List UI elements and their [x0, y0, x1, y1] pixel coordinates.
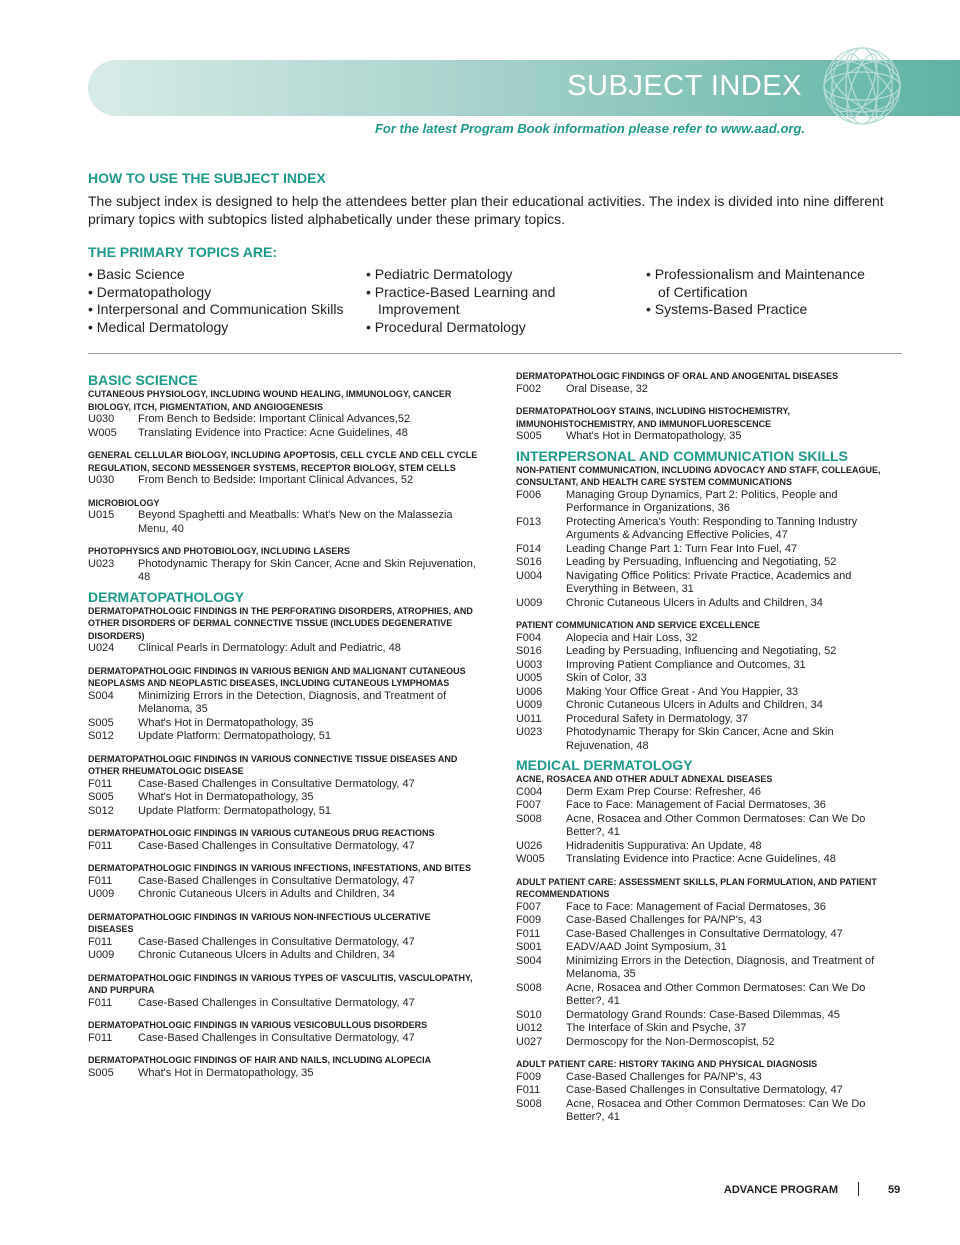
index-entry — [88, 730, 478, 744]
topic-item: • Pediatric Dermatology — [366, 266, 513, 282]
footer-label: ADVANCE PROGRAM — [723, 1184, 838, 1196]
session-title: Leading by Persuading, Influencing and Negotiating, 52 — [566, 556, 837, 568]
subtopic-heading: DERMATOPATHOLOGIC FINDINGS IN VARIOUS TYPES OF VASCULITIS, VASCULOPATHY, AND PURPURA — [88, 972, 473, 995]
session-code: U005 — [516, 672, 543, 684]
session-title: Translating Evidence into Practice: Acne Guidelines, 48 — [138, 426, 408, 439]
subtopic-heading: DERMATOPATHOLOGIC FINDINGS IN VARIOUS CUTANEOUS DRUG REACTIONS — [88, 828, 435, 838]
index-entry — [516, 928, 886, 942]
session-code: S008 — [516, 981, 542, 994]
index-entry — [516, 1009, 886, 1023]
session-title: What's Hot in Dermatopathology, 35 — [138, 791, 314, 803]
index-entry — [88, 997, 478, 1011]
session-code: U004 — [516, 569, 543, 582]
session-code: S012 — [88, 804, 114, 817]
session-title: Alopecia and Hair Loss, 32 — [566, 631, 698, 644]
session-title: Update Platform: Dermatopathology, 51 — [138, 730, 332, 742]
index-entry — [516, 1022, 886, 1036]
topic-item: • Dermatopathology — [88, 283, 212, 300]
session-code: S008 — [516, 1097, 542, 1110]
session-code: S008 — [516, 812, 542, 825]
session-title: What's Hot in Dermatopathology, 35 — [138, 716, 314, 729]
session-code: F007 — [516, 799, 542, 811]
session-code: U009 — [88, 888, 115, 900]
globe-icon — [820, 44, 904, 128]
subtopic-heading: CUTANEOUS PHYSIOLOGY, INCLUDING WOUND HEALING, IMMUNOLOGY, CANCER BIOLOGY, ITCH, PIGMENTATION, AND ANGIOGENESIS — [88, 389, 452, 412]
session-title: Case-Based Challenges in Consultative Dermatology, 47 — [566, 1084, 843, 1096]
session-title: Update Platform: Dermatopathology, 51 — [138, 804, 332, 817]
subtopic-heading: DERMATOPATHOLOGIC FINDINGS IN VARIOUS CONNECTIVE TISSUE DISEASES AND OTHER RHEUMATOLOGIC DISEASE — [88, 753, 458, 776]
section-heading: MEDICAL DERMATOLOGY — [516, 757, 693, 773]
session-code: U023 — [516, 726, 543, 738]
session-title: Managing Group Dynamics, Part 2: Politics, People and Performance in Organizations, 36 — [566, 488, 838, 514]
subtopic-heading: MICROBIOLOGY — [88, 497, 160, 508]
index-entry — [516, 383, 886, 397]
index-entry — [516, 786, 886, 800]
session-title: Case-Based Challenges in Consultative Dermatology, 47 — [566, 927, 843, 940]
session-title: Minimizing Errors in the Detection, Diagnosis, and Treatment of Melanoma, 35 — [138, 689, 447, 715]
index-entry — [516, 672, 886, 686]
index-entry — [516, 645, 886, 659]
index-entry — [516, 430, 886, 444]
index-entry — [88, 791, 478, 805]
session-title: Derm Exam Prep Course: Refresher, 46 — [566, 785, 762, 798]
session-code: F011 — [88, 839, 113, 852]
session-title: Case-Based Challenges for PA/NP's, 43 — [566, 1070, 762, 1083]
topic-item: • Medical Dermatology — [88, 318, 229, 335]
footer-divider — [858, 1182, 859, 1196]
session-title: Face to Face: Management of Facial Dermatoses, 36 — [566, 900, 826, 913]
session-code: S004 — [88, 689, 114, 702]
page-number: 59 — [888, 1184, 901, 1196]
index-entry — [88, 936, 478, 950]
index-column-left — [88, 368, 478, 1080]
session-code: S016 — [516, 645, 542, 657]
session-code: W005 — [88, 426, 117, 439]
session-title: Chronic Cutaneous Ulcers in Adults and Children, 34 — [138, 949, 395, 961]
index-entry — [516, 489, 886, 516]
subtopic-heading: ADULT PATIENT CARE: ASSESSMENT SKILLS, PLAN FORMULATION, AND PATIENT RECOMMENDATIONS — [516, 876, 877, 899]
page-title: SUBJECT INDEX — [567, 70, 802, 102]
session-code: U030 — [88, 413, 115, 425]
session-title: Minimizing Errors in the Detection, Diagnosis, and Treatment of Melanoma, 35 — [566, 954, 875, 980]
index-entry — [516, 813, 886, 840]
subtopic-heading: DERMATOPATHOLOGIC FINDINGS IN VARIOUS BENIGN AND MALIGNANT CUTANEOUS NEOPLASMS AND NEOPLASTIC DISEASES, INCLUDING CUTANEOUS LYMPHOMAS — [88, 665, 466, 688]
session-title: Chronic Cutaneous Ulcers in Adults and Children, 34 — [566, 699, 823, 711]
session-title: Face to Face: Management of Facial Dermatoses, 36 — [566, 799, 826, 811]
session-title: Dermatology Grand Rounds: Case-Based Dilemmas, 45 — [566, 1008, 840, 1021]
index-entry — [516, 1084, 886, 1098]
session-code: F011 — [88, 935, 113, 948]
index-entry — [88, 413, 478, 427]
session-title: Clinical Pearls in Dermatology: Adult and Pediatric, 48 — [138, 642, 401, 654]
index-entry — [516, 955, 886, 982]
divider — [88, 353, 902, 354]
subtopic-heading: DERMATOPATHOLOGIC FINDINGS IN VARIOUS INFECTIONS, INFESTATIONS, AND BITES — [88, 863, 472, 873]
session-title: Acne, Rosacea and Other Common Dermatoses: Can We Do Better?, 41 — [566, 981, 866, 1007]
index-entry — [516, 597, 886, 611]
session-title: Photodynamic Therapy for Skin Cancer, Acne and Skin Rejuvenation, 48 — [566, 726, 834, 752]
session-code: F007 — [516, 900, 542, 913]
topic-item: • Practice-Based Learning and Improvement — [366, 283, 556, 317]
session-title: Beyond Spaghetti and Meatballs: What's New on the Malassezia Menu, 40 — [138, 509, 453, 535]
subtopic-heading: DERMATOPATHOLOGIC FINDINGS IN VARIOUS NON-INFECTIOUS ULCERATIVE DISEASES — [88, 911, 431, 934]
session-code: U023 — [88, 557, 115, 570]
index-entry — [516, 699, 886, 713]
session-code: F013 — [516, 515, 542, 528]
index-entry — [88, 1067, 478, 1081]
session-code: F011 — [516, 1084, 541, 1096]
session-title: Translating Evidence into Practice: Acne Guidelines, 48 — [566, 853, 836, 865]
index-entry — [516, 556, 886, 570]
session-code: U009 — [88, 949, 115, 961]
subtopic-heading: ACNE, ROSACEA AND OTHER ADULT ADNEXAL DISEASES — [516, 774, 773, 784]
section-heading: BASIC SCIENCE — [88, 372, 198, 388]
session-code: S004 — [516, 954, 542, 967]
index-entry — [516, 1098, 886, 1125]
index-entry — [516, 632, 886, 646]
session-code: S010 — [516, 1008, 542, 1021]
session-code: U003 — [516, 658, 543, 671]
session-title: From Bench to Bedside: Important Clinical Advances, 52 — [138, 474, 414, 486]
session-code: U027 — [516, 1035, 543, 1048]
session-code: U012 — [516, 1022, 543, 1034]
index-entry — [88, 509, 478, 536]
index-entry — [516, 1036, 886, 1050]
topics-column-2 — [366, 266, 586, 336]
subtopic-heading: DERMATOPATHOLOGIC FINDINGS OF HAIR AND NAILS, INCLUDING ALOPECIA — [88, 1055, 432, 1065]
session-title: Case-Based Challenges in Consultative Dermatology, 47 — [138, 935, 415, 948]
index-entry — [516, 799, 886, 813]
topics-column-3 — [646, 266, 866, 319]
index-entry — [516, 901, 886, 915]
session-title: Case-Based Challenges in Consultative Dermatology, 47 — [138, 1031, 415, 1044]
session-title: Acne, Rosacea and Other Common Dermatoses: Can We Do Better?, 41 — [566, 812, 866, 838]
session-title: Chronic Cutaneous Ulcers in Adults and Children, 34 — [566, 596, 823, 609]
index-entry — [516, 853, 886, 867]
index-entry — [516, 543, 886, 557]
index-entry — [516, 914, 886, 928]
index-entry — [88, 805, 478, 819]
session-code: U030 — [88, 474, 115, 486]
subtopic-heading: NON-PATIENT COMMUNICATION, INCLUDING ADVOCACY AND STAFF, COLLEAGUE, CONSULTANT, AND HEALTH CARE SYSTEM COMMUNICATIONS — [516, 464, 881, 487]
index-entry — [516, 941, 886, 955]
topic-item: • Procedural Dermatology — [366, 318, 526, 335]
session-code: F009 — [516, 914, 542, 926]
subtopic-heading: PATIENT COMMUNICATION AND SERVICE EXCELLENCE — [516, 620, 761, 630]
session-code: S012 — [88, 730, 114, 742]
index-entry — [88, 875, 478, 889]
session-code: S001 — [516, 941, 542, 953]
session-code: C004 — [516, 785, 543, 798]
session-title: From Bench to Bedside: Important Clinical Advances,52 — [138, 413, 411, 425]
how-to-heading: HOW TO USE THE SUBJECT INDEX — [88, 170, 326, 186]
session-title: Protecting America's Youth: Responding to Tanning Industry Arguments & Advancing Effective Policies, 47 — [566, 515, 858, 541]
index-entry — [516, 686, 886, 700]
session-title: Case-Based Challenges in Consultative Dermatology, 47 — [138, 839, 415, 852]
section-heading: DERMATOPATHOLOGY — [88, 588, 245, 605]
session-code: U006 — [516, 685, 543, 698]
intro-paragraph: The subject index is designed to help the attendees better plan their educational activities. The index is divided into nine different primary topics with subtopics listed alphabetically under these primary topics. — [88, 193, 884, 227]
session-title: Case-Based Challenges in Consultative Dermatology, 47 — [138, 996, 415, 1009]
session-code: F011 — [88, 996, 113, 1009]
index-entry — [516, 570, 886, 597]
session-title: Case-Based Challenges for PA/NP's, 43 — [566, 914, 762, 926]
session-code: F009 — [516, 1070, 542, 1083]
session-code: F011 — [88, 777, 113, 790]
topic-item: • Professionalism and Maintenance of Certification — [646, 266, 865, 300]
session-code: F004 — [516, 631, 542, 644]
session-title: What's Hot in Dermatopathology, 35 — [566, 430, 742, 442]
topic-item: • Basic Science — [88, 266, 185, 282]
session-title: Chronic Cutaneous Ulcers in Adults and Children, 34 — [138, 888, 395, 900]
topics-column-1 — [88, 266, 360, 336]
session-title: Oral Disease, 32 — [566, 382, 648, 395]
index-entry — [88, 642, 478, 656]
session-code: U015 — [88, 509, 115, 521]
section-heading: INTERPERSONAL AND COMMUNICATION SKILLS — [516, 447, 848, 464]
session-title: Hidradenitis Suppurativa: An Update, 48 — [566, 839, 762, 852]
session-code: U009 — [516, 596, 543, 609]
subtopic-heading: PHOTOPHYSICS AND PHOTOBIOLOGY, INCLUDING LASERS — [88, 546, 350, 556]
session-code: S005 — [88, 1066, 114, 1079]
session-title: Photodynamic Therapy for Skin Cancer, Acne and Skin Rejuvenation, 48 — [138, 557, 476, 583]
session-title: Dermoscopy for the Non-Dermoscopist, 52 — [566, 1035, 775, 1048]
session-title: What's Hot in Dermatopathology, 35 — [138, 1066, 314, 1079]
session-title: Navigating Office Politics: Private Practice, Academics and Everything in Between, 31 — [566, 569, 852, 595]
session-title: Leading Change Part 1: Turn Fear Into Fuel, 47 — [566, 542, 798, 555]
index-entry — [88, 690, 478, 717]
index-entry — [88, 949, 478, 963]
session-code: W005 — [516, 853, 545, 865]
session-title: Case-Based Challenges in Consultative Dermatology, 47 — [138, 777, 415, 790]
index-column-right — [516, 368, 886, 1125]
session-title: EADV/AAD Joint Symposium, 31 — [566, 941, 727, 953]
session-code: U024 — [88, 642, 115, 654]
subtopic-heading: GENERAL CELLULAR BIOLOGY, INCLUDING APOPTOSIS, CELL CYCLE AND CELL CYCLE REGULATION, SECOND MESSENGER SYSTEMS, RECEPTOR BIOLOGY, STEM CELLS — [88, 450, 478, 473]
primary-topics-heading: THE PRIMARY TOPICS ARE: — [88, 244, 278, 260]
index-entry — [516, 713, 886, 727]
index-entry — [516, 516, 886, 543]
index-entry — [516, 1071, 886, 1085]
session-code: S005 — [88, 791, 114, 803]
website-note: For the latest Program Book information please refer to www.aad.org. — [374, 121, 805, 136]
subtopic-heading: DERMATOPATHOLOGY STAINS, INCLUDING HISTOCHEMISTRY, IMMUNOHISTOCHEMISTRY, AND IMMUNOFLUORESCENCE — [516, 406, 791, 429]
session-code: S005 — [88, 716, 114, 729]
topic-item: • Systems-Based Practice — [646, 301, 808, 317]
topic-item: • Interpersonal and Communication Skills — [88, 301, 344, 317]
session-title: Making Your Office Great - And You Happier, 33 — [566, 685, 799, 698]
session-code: S016 — [516, 556, 542, 568]
index-entry — [88, 888, 478, 902]
session-title: Procedural Safety in Dermatology, 37 — [566, 712, 748, 725]
subtopic-heading: DERMATOPATHOLOGIC FINDINGS IN THE PERFORATING DISORDERS, ATROPHIES, AND OTHER DISORDERS OF DERMAL CONNECTIVE TISSUE (INCLUDES DEGENERATIVE DISORDERS) — [88, 605, 473, 641]
subtopic-heading: ADULT PATIENT CARE: HISTORY TAKING AND PHYSICAL DIAGNOSIS — [516, 1059, 818, 1069]
session-title: The Interface of Skin and Psyche, 37 — [566, 1022, 747, 1034]
index-entry — [516, 840, 886, 854]
session-title: Skin of Color, 33 — [566, 672, 647, 684]
subtopic-heading: DERMATOPATHOLOGIC FINDINGS IN VARIOUS VESICOBULLOUS DISORDERS — [88, 1020, 428, 1030]
session-code: F002 — [516, 382, 542, 395]
index-entry — [88, 1032, 478, 1046]
session-title: Leading by Persuading, Influencing and Negotiating, 52 — [566, 645, 837, 657]
session-code: F006 — [516, 488, 542, 501]
index-entry — [88, 427, 478, 441]
session-title: Acne, Rosacea and Other Common Dermatoses: Can We Do Better?, 41 — [566, 1097, 866, 1123]
index-entry — [88, 778, 478, 792]
session-title: Case-Based Challenges in Consultative Dermatology, 47 — [138, 874, 415, 887]
session-code: S005 — [516, 430, 542, 442]
index-entry — [516, 659, 886, 673]
session-code: F011 — [516, 927, 541, 940]
subtopic-heading: DERMATOPATHOLOGIC FINDINGS OF ORAL AND ANOGENITAL DISEASES — [516, 371, 839, 381]
index-entry — [88, 474, 478, 488]
session-title: Improving Patient Compliance and Outcomes, 31 — [566, 658, 806, 671]
session-code: U026 — [516, 839, 543, 852]
session-code: F014 — [516, 542, 542, 555]
session-code: U011 — [516, 712, 542, 725]
index-entry — [516, 982, 886, 1009]
session-code: F011 — [88, 874, 113, 887]
index-entry — [88, 558, 478, 585]
index-entry — [88, 840, 478, 854]
index-entry — [88, 717, 478, 731]
session-code: U009 — [516, 699, 543, 711]
index-entry — [516, 726, 886, 753]
session-code: F011 — [88, 1031, 113, 1044]
